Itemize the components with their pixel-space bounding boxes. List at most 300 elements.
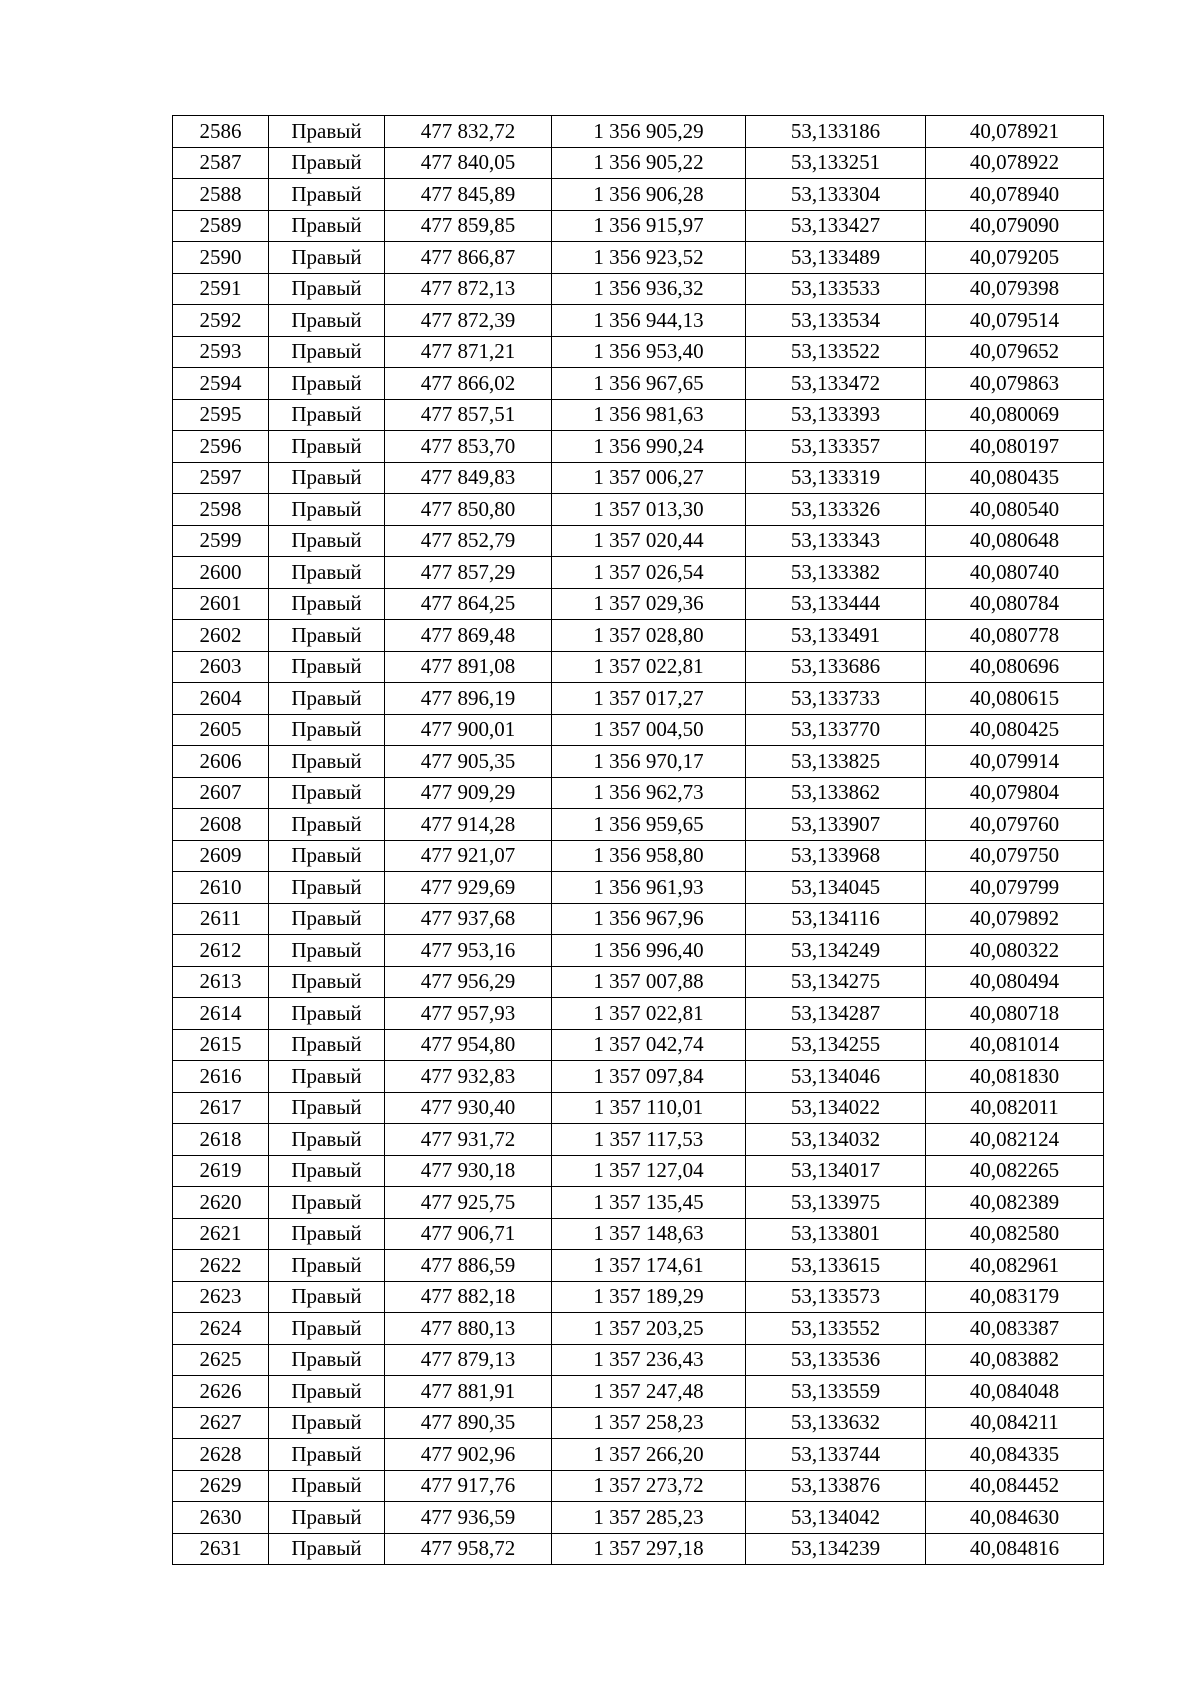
latitude-cell: 53,133862 [746, 777, 926, 809]
point-number-cell: 2630 [173, 1502, 269, 1534]
side-cell: Правый [269, 966, 385, 998]
longitude-cell: 40,080322 [926, 935, 1104, 967]
table-row [173, 809, 1104, 841]
x-coordinate-cell: 477 866,02 [385, 368, 552, 400]
y-coordinate-cell: 1 356 944,13 [552, 305, 746, 337]
table-row [173, 1218, 1104, 1250]
latitude-cell: 53,134022 [746, 1092, 926, 1124]
side-cell: Правый [269, 242, 385, 274]
latitude-cell: 53,133733 [746, 683, 926, 715]
y-coordinate-cell: 1 357 006,27 [552, 462, 746, 494]
latitude-cell: 53,134046 [746, 1061, 926, 1093]
y-coordinate-cell: 1 356 967,96 [552, 903, 746, 935]
point-number-cell: 2594 [173, 368, 269, 400]
side-cell: Правый [269, 746, 385, 778]
y-coordinate-cell: 1 356 905,29 [552, 116, 746, 148]
table-row [173, 336, 1104, 368]
point-number-cell: 2610 [173, 872, 269, 904]
table-row [173, 116, 1104, 148]
x-coordinate-cell: 477 930,18 [385, 1155, 552, 1187]
latitude-cell: 53,133319 [746, 462, 926, 494]
point-number-cell: 2608 [173, 809, 269, 841]
latitude-cell: 53,133382 [746, 557, 926, 589]
longitude-cell: 40,079652 [926, 336, 1104, 368]
side-cell: Правый [269, 147, 385, 179]
coordinates-table [172, 115, 1104, 1565]
longitude-cell: 40,082580 [926, 1218, 1104, 1250]
y-coordinate-cell: 1 356 936,32 [552, 273, 746, 305]
table-row [173, 714, 1104, 746]
table-row [173, 1376, 1104, 1408]
longitude-cell: 40,080718 [926, 998, 1104, 1030]
point-number-cell: 2614 [173, 998, 269, 1030]
latitude-cell: 53,133393 [746, 399, 926, 431]
x-coordinate-cell: 477 886,59 [385, 1250, 552, 1282]
longitude-cell: 40,080540 [926, 494, 1104, 526]
y-coordinate-cell: 1 357 273,72 [552, 1470, 746, 1502]
latitude-cell: 53,133304 [746, 179, 926, 211]
latitude-cell: 53,133907 [746, 809, 926, 841]
x-coordinate-cell: 477 845,89 [385, 179, 552, 211]
x-coordinate-cell: 477 953,16 [385, 935, 552, 967]
y-coordinate-cell: 1 357 022,81 [552, 651, 746, 683]
latitude-cell: 53,134032 [746, 1124, 926, 1156]
y-coordinate-cell: 1 357 174,61 [552, 1250, 746, 1282]
longitude-cell: 40,079863 [926, 368, 1104, 400]
y-coordinate-cell: 1 356 967,65 [552, 368, 746, 400]
table-row [173, 1187, 1104, 1219]
x-coordinate-cell: 477 872,13 [385, 273, 552, 305]
table-row [173, 557, 1104, 589]
side-cell: Правый [269, 1124, 385, 1156]
y-coordinate-cell: 1 357 236,43 [552, 1344, 746, 1376]
y-coordinate-cell: 1 357 203,25 [552, 1313, 746, 1345]
point-number-cell: 2627 [173, 1407, 269, 1439]
longitude-cell: 40,079205 [926, 242, 1104, 274]
longitude-cell: 40,079750 [926, 840, 1104, 872]
point-number-cell: 2595 [173, 399, 269, 431]
point-number-cell: 2629 [173, 1470, 269, 1502]
point-number-cell: 2592 [173, 305, 269, 337]
latitude-cell: 53,133573 [746, 1281, 926, 1313]
longitude-cell: 40,080069 [926, 399, 1104, 431]
x-coordinate-cell: 477 956,29 [385, 966, 552, 998]
longitude-cell: 40,078940 [926, 179, 1104, 211]
point-number-cell: 2617 [173, 1092, 269, 1124]
point-number-cell: 2607 [173, 777, 269, 809]
x-coordinate-cell: 477 905,35 [385, 746, 552, 778]
x-coordinate-cell: 477 850,80 [385, 494, 552, 526]
longitude-cell: 40,080648 [926, 525, 1104, 557]
table-row [173, 462, 1104, 494]
point-number-cell: 2598 [173, 494, 269, 526]
latitude-cell: 53,134255 [746, 1029, 926, 1061]
x-coordinate-cell: 477 871,21 [385, 336, 552, 368]
longitude-cell: 40,079514 [926, 305, 1104, 337]
x-coordinate-cell: 477 921,07 [385, 840, 552, 872]
longitude-cell: 40,080615 [926, 683, 1104, 715]
table-row [173, 1281, 1104, 1313]
side-cell: Правый [269, 1250, 385, 1282]
table-row [173, 1155, 1104, 1187]
y-coordinate-cell: 1 356 906,28 [552, 179, 746, 211]
table-row [173, 431, 1104, 463]
side-cell: Правый [269, 399, 385, 431]
point-number-cell: 2600 [173, 557, 269, 589]
point-number-cell: 2609 [173, 840, 269, 872]
longitude-cell: 40,080740 [926, 557, 1104, 589]
x-coordinate-cell: 477 890,35 [385, 1407, 552, 1439]
latitude-cell: 53,133975 [746, 1187, 926, 1219]
side-cell: Правый [269, 557, 385, 589]
side-cell: Правый [269, 935, 385, 967]
y-coordinate-cell: 1 357 127,04 [552, 1155, 746, 1187]
latitude-cell: 53,134287 [746, 998, 926, 1030]
y-coordinate-cell: 1 357 148,63 [552, 1218, 746, 1250]
x-coordinate-cell: 477 937,68 [385, 903, 552, 935]
latitude-cell: 53,134249 [746, 935, 926, 967]
point-number-cell: 2612 [173, 935, 269, 967]
x-coordinate-cell: 477 917,76 [385, 1470, 552, 1502]
latitude-cell: 53,133427 [746, 210, 926, 242]
x-coordinate-cell: 477 882,18 [385, 1281, 552, 1313]
x-coordinate-cell: 477 932,83 [385, 1061, 552, 1093]
y-coordinate-cell: 1 357 004,50 [552, 714, 746, 746]
latitude-cell: 53,133343 [746, 525, 926, 557]
side-cell: Правый [269, 1029, 385, 1061]
latitude-cell: 53,133489 [746, 242, 926, 274]
y-coordinate-cell: 1 357 029,36 [552, 588, 746, 620]
side-cell: Правый [269, 336, 385, 368]
latitude-cell: 53,133444 [746, 588, 926, 620]
longitude-cell: 40,079799 [926, 872, 1104, 904]
x-coordinate-cell: 477 954,80 [385, 1029, 552, 1061]
side-cell: Правый [269, 431, 385, 463]
latitude-cell: 53,133536 [746, 1344, 926, 1376]
x-coordinate-cell: 477 936,59 [385, 1502, 552, 1534]
longitude-cell: 40,082389 [926, 1187, 1104, 1219]
table-row [173, 588, 1104, 620]
point-number-cell: 2613 [173, 966, 269, 998]
point-number-cell: 2599 [173, 525, 269, 557]
longitude-cell: 40,084452 [926, 1470, 1104, 1502]
side-cell: Правый [269, 116, 385, 148]
point-number-cell: 2591 [173, 273, 269, 305]
x-coordinate-cell: 477 879,13 [385, 1344, 552, 1376]
table-row [173, 368, 1104, 400]
latitude-cell: 53,133632 [746, 1407, 926, 1439]
y-coordinate-cell: 1 357 042,74 [552, 1029, 746, 1061]
table-row [173, 1470, 1104, 1502]
point-number-cell: 2623 [173, 1281, 269, 1313]
latitude-cell: 53,133968 [746, 840, 926, 872]
y-coordinate-cell: 1 357 285,23 [552, 1502, 746, 1534]
side-cell: Правый [269, 273, 385, 305]
side-cell: Правый [269, 903, 385, 935]
side-cell: Правый [269, 1281, 385, 1313]
latitude-cell: 53,134017 [746, 1155, 926, 1187]
x-coordinate-cell: 477 906,71 [385, 1218, 552, 1250]
y-coordinate-cell: 1 356 958,80 [552, 840, 746, 872]
table-row [173, 903, 1104, 935]
latitude-cell: 53,133744 [746, 1439, 926, 1471]
x-coordinate-cell: 477 849,83 [385, 462, 552, 494]
latitude-cell: 53,134042 [746, 1502, 926, 1534]
longitude-cell: 40,082265 [926, 1155, 1104, 1187]
point-number-cell: 2602 [173, 620, 269, 652]
longitude-cell: 40,079398 [926, 273, 1104, 305]
x-coordinate-cell: 477 864,25 [385, 588, 552, 620]
latitude-cell: 53,133491 [746, 620, 926, 652]
longitude-cell: 40,080696 [926, 651, 1104, 683]
point-number-cell: 2620 [173, 1187, 269, 1219]
x-coordinate-cell: 477 929,69 [385, 872, 552, 904]
longitude-cell: 40,084048 [926, 1376, 1104, 1408]
side-cell: Правый [269, 1376, 385, 1408]
longitude-cell: 40,083387 [926, 1313, 1104, 1345]
table-row [173, 840, 1104, 872]
table-row [173, 273, 1104, 305]
longitude-cell: 40,079090 [926, 210, 1104, 242]
x-coordinate-cell: 477 909,29 [385, 777, 552, 809]
side-cell: Правый [269, 1344, 385, 1376]
side-cell: Правый [269, 1218, 385, 1250]
table-row [173, 1344, 1104, 1376]
side-cell: Правый [269, 368, 385, 400]
latitude-cell: 53,133552 [746, 1313, 926, 1345]
table-row [173, 210, 1104, 242]
y-coordinate-cell: 1 357 022,81 [552, 998, 746, 1030]
table-row [173, 1250, 1104, 1282]
point-number-cell: 2622 [173, 1250, 269, 1282]
table-row [173, 1533, 1104, 1565]
y-coordinate-cell: 1 356 923,52 [552, 242, 746, 274]
x-coordinate-cell: 477 900,01 [385, 714, 552, 746]
x-coordinate-cell: 477 857,51 [385, 399, 552, 431]
x-coordinate-cell: 477 931,72 [385, 1124, 552, 1156]
table-row [173, 1313, 1104, 1345]
x-coordinate-cell: 477 852,79 [385, 525, 552, 557]
y-coordinate-cell: 1 357 266,20 [552, 1439, 746, 1471]
side-cell: Правый [269, 620, 385, 652]
side-cell: Правый [269, 462, 385, 494]
point-number-cell: 2593 [173, 336, 269, 368]
point-number-cell: 2611 [173, 903, 269, 935]
longitude-cell: 40,082961 [926, 1250, 1104, 1282]
side-cell: Правый [269, 305, 385, 337]
point-number-cell: 2625 [173, 1344, 269, 1376]
longitude-cell: 40,080197 [926, 431, 1104, 463]
x-coordinate-cell: 477 891,08 [385, 651, 552, 683]
point-number-cell: 2616 [173, 1061, 269, 1093]
y-coordinate-cell: 1 356 996,40 [552, 935, 746, 967]
longitude-cell: 40,079760 [926, 809, 1104, 841]
longitude-cell: 40,079892 [926, 903, 1104, 935]
table-row [173, 683, 1104, 715]
longitude-cell: 40,078921 [926, 116, 1104, 148]
x-coordinate-cell: 477 853,70 [385, 431, 552, 463]
latitude-cell: 53,133251 [746, 147, 926, 179]
side-cell: Правый [269, 1439, 385, 1471]
point-number-cell: 2597 [173, 462, 269, 494]
latitude-cell: 53,133801 [746, 1218, 926, 1250]
point-number-cell: 2586 [173, 116, 269, 148]
longitude-cell: 40,083179 [926, 1281, 1104, 1313]
side-cell: Правый [269, 1061, 385, 1093]
table-row [173, 494, 1104, 526]
table-row [173, 525, 1104, 557]
point-number-cell: 2605 [173, 714, 269, 746]
point-number-cell: 2628 [173, 1439, 269, 1471]
y-coordinate-cell: 1 356 905,22 [552, 147, 746, 179]
longitude-cell: 40,084335 [926, 1439, 1104, 1471]
side-cell: Правый [269, 777, 385, 809]
side-cell: Правый [269, 809, 385, 841]
y-coordinate-cell: 1 356 961,93 [552, 872, 746, 904]
y-coordinate-cell: 1 357 007,88 [552, 966, 746, 998]
side-cell: Правый [269, 1502, 385, 1534]
x-coordinate-cell: 477 872,39 [385, 305, 552, 337]
latitude-cell: 53,134045 [746, 872, 926, 904]
latitude-cell: 53,133326 [746, 494, 926, 526]
y-coordinate-cell: 1 356 915,97 [552, 210, 746, 242]
point-number-cell: 2603 [173, 651, 269, 683]
latitude-cell: 53,133559 [746, 1376, 926, 1408]
longitude-cell: 40,079914 [926, 746, 1104, 778]
y-coordinate-cell: 1 356 990,24 [552, 431, 746, 463]
side-cell: Правый [269, 651, 385, 683]
table-row [173, 1092, 1104, 1124]
point-number-cell: 2590 [173, 242, 269, 274]
table-row [173, 399, 1104, 431]
longitude-cell: 40,078922 [926, 147, 1104, 179]
side-cell: Правый [269, 872, 385, 904]
x-coordinate-cell: 477 957,93 [385, 998, 552, 1030]
x-coordinate-cell: 477 859,85 [385, 210, 552, 242]
longitude-cell: 40,079804 [926, 777, 1104, 809]
x-coordinate-cell: 477 902,96 [385, 1439, 552, 1471]
longitude-cell: 40,081014 [926, 1029, 1104, 1061]
latitude-cell: 53,133770 [746, 714, 926, 746]
y-coordinate-cell: 1 357 135,45 [552, 1187, 746, 1219]
side-cell: Правый [269, 588, 385, 620]
side-cell: Правый [269, 683, 385, 715]
point-number-cell: 2621 [173, 1218, 269, 1250]
x-coordinate-cell: 477 881,91 [385, 1376, 552, 1408]
x-coordinate-cell: 477 958,72 [385, 1533, 552, 1565]
longitude-cell: 40,084630 [926, 1502, 1104, 1534]
table-row [173, 242, 1104, 274]
side-cell: Правый [269, 525, 385, 557]
point-number-cell: 2626 [173, 1376, 269, 1408]
point-number-cell: 2618 [173, 1124, 269, 1156]
x-coordinate-cell: 477 857,29 [385, 557, 552, 589]
table-row [173, 1124, 1104, 1156]
side-cell: Правый [269, 1187, 385, 1219]
y-coordinate-cell: 1 356 970,17 [552, 746, 746, 778]
x-coordinate-cell: 477 866,87 [385, 242, 552, 274]
latitude-cell: 53,133876 [746, 1470, 926, 1502]
longitude-cell: 40,084816 [926, 1533, 1104, 1565]
y-coordinate-cell: 1 357 117,53 [552, 1124, 746, 1156]
latitude-cell: 53,133686 [746, 651, 926, 683]
latitude-cell: 53,134275 [746, 966, 926, 998]
y-coordinate-cell: 1 357 258,23 [552, 1407, 746, 1439]
side-cell: Правый [269, 1155, 385, 1187]
latitude-cell: 53,133186 [746, 116, 926, 148]
x-coordinate-cell: 477 832,72 [385, 116, 552, 148]
longitude-cell: 40,080494 [926, 966, 1104, 998]
point-number-cell: 2606 [173, 746, 269, 778]
x-coordinate-cell: 477 930,40 [385, 1092, 552, 1124]
longitude-cell: 40,080778 [926, 620, 1104, 652]
x-coordinate-cell: 477 914,28 [385, 809, 552, 841]
table-row [173, 147, 1104, 179]
point-number-cell: 2624 [173, 1313, 269, 1345]
table-row [173, 1439, 1104, 1471]
table-row [173, 651, 1104, 683]
x-coordinate-cell: 477 869,48 [385, 620, 552, 652]
y-coordinate-cell: 1 357 110,01 [552, 1092, 746, 1124]
side-cell: Правый [269, 1407, 385, 1439]
point-number-cell: 2588 [173, 179, 269, 211]
longitude-cell: 40,080784 [926, 588, 1104, 620]
longitude-cell: 40,080425 [926, 714, 1104, 746]
side-cell: Правый [269, 494, 385, 526]
point-number-cell: 2604 [173, 683, 269, 715]
y-coordinate-cell: 1 356 962,73 [552, 777, 746, 809]
x-coordinate-cell: 477 925,75 [385, 1187, 552, 1219]
table-row [173, 305, 1104, 337]
side-cell: Правый [269, 998, 385, 1030]
point-number-cell: 2601 [173, 588, 269, 620]
y-coordinate-cell: 1 356 959,65 [552, 809, 746, 841]
x-coordinate-cell: 477 840,05 [385, 147, 552, 179]
coordinates-table-body [173, 116, 1104, 1565]
longitude-cell: 40,082011 [926, 1092, 1104, 1124]
side-cell: Правый [269, 1313, 385, 1345]
side-cell: Правый [269, 714, 385, 746]
latitude-cell: 53,133615 [746, 1250, 926, 1282]
table-row [173, 746, 1104, 778]
y-coordinate-cell: 1 357 297,18 [552, 1533, 746, 1565]
longitude-cell: 40,083882 [926, 1344, 1104, 1376]
y-coordinate-cell: 1 357 189,29 [552, 1281, 746, 1313]
point-number-cell: 2615 [173, 1029, 269, 1061]
latitude-cell: 53,134116 [746, 903, 926, 935]
point-number-cell: 2587 [173, 147, 269, 179]
longitude-cell: 40,081830 [926, 1061, 1104, 1093]
y-coordinate-cell: 1 357 247,48 [552, 1376, 746, 1408]
y-coordinate-cell: 1 357 020,44 [552, 525, 746, 557]
side-cell: Правый [269, 179, 385, 211]
table-row [173, 935, 1104, 967]
x-coordinate-cell: 477 896,19 [385, 683, 552, 715]
point-number-cell: 2596 [173, 431, 269, 463]
table-row [173, 998, 1104, 1030]
y-coordinate-cell: 1 357 026,54 [552, 557, 746, 589]
point-number-cell: 2589 [173, 210, 269, 242]
table-row [173, 179, 1104, 211]
latitude-cell: 53,133534 [746, 305, 926, 337]
y-coordinate-cell: 1 356 981,63 [552, 399, 746, 431]
latitude-cell: 53,133825 [746, 746, 926, 778]
table-row [173, 1502, 1104, 1534]
table-row [173, 872, 1104, 904]
side-cell: Правый [269, 1533, 385, 1565]
table-row [173, 777, 1104, 809]
latitude-cell: 53,134239 [746, 1533, 926, 1565]
